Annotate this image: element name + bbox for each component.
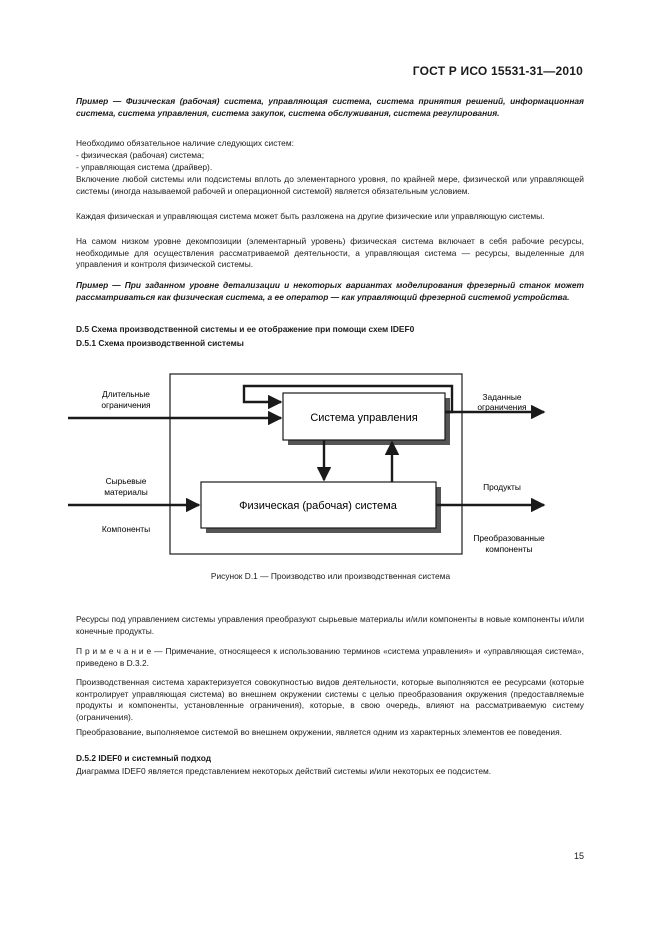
note-paragraph: П р и м е ч а н и е — Примечание, относящееся к использованию терминов «система управления» и «управляющая система», приведено в D.3.2. — [76, 646, 584, 668]
input-constraints-label-2: ограничения — [101, 400, 151, 410]
resources-paragraph: Ресурсы под управлением системы управления преобразуют сырьевые материалы и/или компоненты в новые компоненты и/или конечные продукты. — [76, 614, 584, 636]
physical-system-label: Физическая (рабочая) система — [239, 500, 397, 512]
transformation-paragraph: Преобразование, выполняемое системой во внешнем окружении, является одним из характерных элементов ее поведения. — [76, 727, 562, 737]
inclusion-paragraph: Включение любой системы или подсистемы вплоть до элементарного уровня, по крайней мере, физической или управляющей системы (иногда называемой рабочей и операционной системой) является обязательным условием. — [76, 174, 584, 196]
section-heading-d51: D.5.1 Схема производственной системы — [76, 338, 244, 348]
page-number: 15 — [574, 851, 585, 861]
example-paragraph-2: Пример — При заданном уровне детализации и некоторых вариантах моделирования фрезерный станок может рассматриваться как физическая система, а ее оператор — как управляющий фрезерной системой устройства. — [76, 280, 584, 302]
input-constraints-label-1: Длительные — [102, 389, 150, 399]
input-components-label: Компоненты — [101, 524, 151, 534]
output-constraints-label-2: ограничения — [477, 402, 527, 412]
idef0-paragraph: Диаграмма IDEF0 является представлением некоторых действий системы и/или некоторых ее подсистем. — [76, 766, 492, 776]
output-constraints-label-1: Заданные — [482, 392, 522, 402]
section-heading-d5: D.5 Схема производственной системы и ее отображение при помощи схем IDEF0 — [76, 324, 415, 334]
output-components-label-1: Преобразованные — [473, 533, 545, 543]
control-system-label: Система управления — [310, 412, 418, 424]
section-heading-d52: D.5.2 IDEF0 и системный подход — [76, 753, 212, 763]
figure-caption: Рисунок D.1 — Производство или производственная система — [210, 571, 451, 581]
input-materials-label-1: Сырьевые — [105, 476, 147, 486]
input-materials-label-2: материалы — [104, 487, 148, 497]
document-header: ГОСТ Р ИСО 15531-31—2010 — [412, 64, 583, 78]
required-systems-intro: Необходимо обязательное наличие следующих систем: — [76, 138, 294, 148]
decomposition-paragraph: Каждая физическая и управляющая система может быть разложена на другие физические или управляющую системы. — [76, 211, 545, 221]
production-paragraph: Производственная система характеризуется совокупностью видов деятельности, которые выполняются ее ресурсами (которые контролирует управляющая система) во внешнем окружении системы с целью преобразования окружения (предоставляемые продукты и компоненты, установленные ограничения), которые, в свою очередь, влияют на рассматриваемую систему (ограничения). — [76, 677, 584, 722]
required-systems-item-2: - управляющая система (драйвер). — [76, 162, 213, 172]
example-paragraph-1: Пример — Физическая (рабочая) система, управляющая система, система принятия решений, информационная система, система управления, система закупок, система обслуживания, система регулирования. — [76, 96, 584, 118]
output-products-label: Продукты — [483, 482, 521, 492]
lowest-level-paragraph: На самом низком уровне декомпозиции (элементарный уровень) физическая система включает в себя рабочие ресурсы, необходимые для осуществления рассматриваемой деятельности, а управляющая система — ресурсы, выделенные для управления и контроля физической системы. — [76, 236, 584, 270]
output-components-label-2: компоненты — [485, 544, 533, 554]
required-systems-item-1: - физическая (рабочая) система; — [76, 150, 205, 160]
